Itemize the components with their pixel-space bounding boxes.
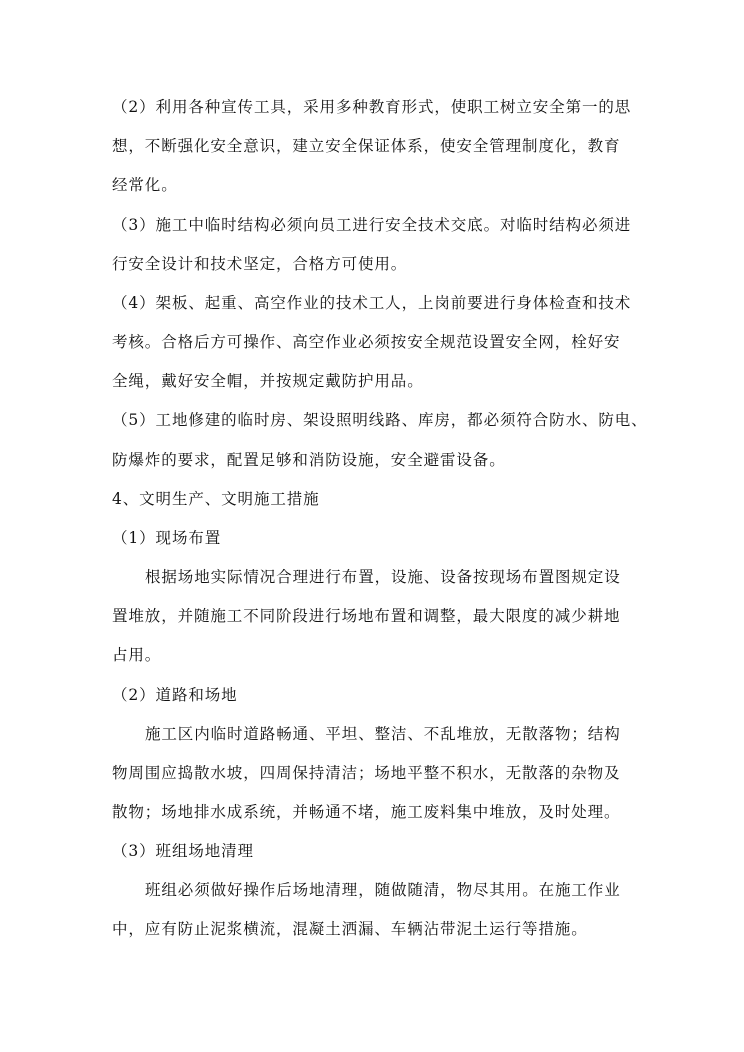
subsection-heading: （1）现场布置 bbox=[112, 529, 222, 547]
text-line: 行安全设计和技术坚定，合格方可使用。 bbox=[112, 255, 408, 273]
text-line: 中，应有防止泥浆横流，混凝土洒漏、车辆沾带泥土运行等措施。 bbox=[112, 920, 588, 938]
text-line: 物周围应捣散水坡，四周保持清洁；场地平整不积水，无散落的杂物及 bbox=[112, 764, 621, 782]
subsection-heading: （3）班组场地清理 bbox=[112, 842, 254, 860]
text-line: （4）架板、起重、高空作业的技术工人，上岗前要进行身体检查和技术 bbox=[112, 294, 632, 312]
section-heading: 4、文明生产、文明施工措施 bbox=[112, 490, 320, 508]
text-line: 考核。合格后方可操作、高空作业必须按安全规范设置安全网，栓好安 bbox=[112, 333, 621, 351]
text-line: 占用。 bbox=[112, 646, 162, 664]
text-line: 散物；场地排水成系统，并畅通不堵，施工废料集中堆放，及时处理。 bbox=[112, 803, 621, 821]
text-line: （2）利用各种宣传工具，采用多种教育形式，使职工树立安全第一的思 bbox=[112, 98, 632, 116]
text-line: 施工区内临时道路畅通、平坦、整洁、不乱堆放，无散落物；结构 bbox=[145, 725, 621, 743]
text-line: 置堆放，并随施工不同阶段进行场地布置和调整，最大限度的减少耕地 bbox=[112, 607, 621, 625]
text-line: 根据场地实际情况合理进行布置，设施、设备按现场布置图规定设 bbox=[145, 568, 621, 586]
text-line: 全绳，戴好安全帽，并按规定戴防护用品。 bbox=[112, 372, 424, 390]
text-line: 想，不断强化安全意识，建立安全保证体系，使安全管理制度化，教育 bbox=[112, 137, 621, 155]
text-line: 班组必须做好操作后场地清理，随做随清，物尽其用。在施工作业 bbox=[145, 881, 621, 899]
text-line: （3）施工中临时结构必须向员工进行安全技术交底。对临时结构必须进 bbox=[112, 216, 632, 234]
text-line: （5）工地修建的临时房、架设照明线路、库房，都必须符合防水、防电、 bbox=[112, 411, 648, 429]
text-line: 防爆炸的要求，配置足够和消防设施，安全避雷设备。 bbox=[112, 451, 506, 469]
subsection-heading: （2）道路和场地 bbox=[112, 686, 238, 704]
text-line: 经常化。 bbox=[112, 176, 178, 194]
